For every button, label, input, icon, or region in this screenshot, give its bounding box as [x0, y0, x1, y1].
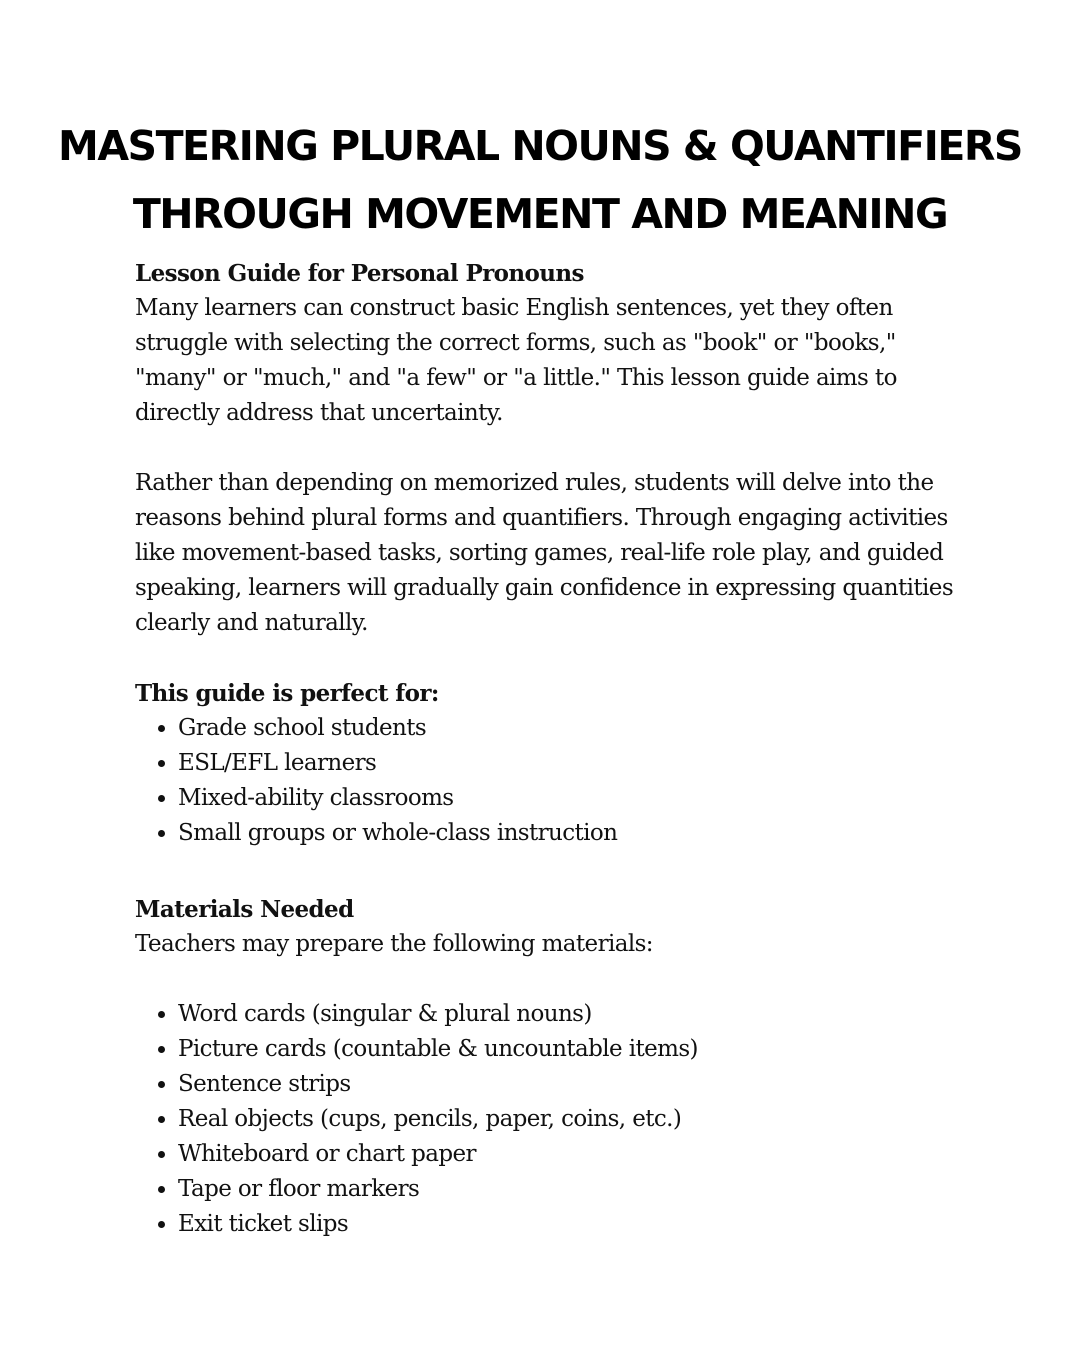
materials-list: [135, 997, 965, 1242]
page-title: [0, 112, 1080, 248]
list-item: • Sentence strips: [178, 1067, 965, 1102]
list-item: • Mixed-ability classrooms: [178, 781, 965, 816]
title-line-1: MASTERING PLURAL NOUNS & QUANTIFIERS: [58, 122, 1022, 170]
list-item: • Tape or floor markers: [178, 1172, 965, 1207]
document-body: [135, 256, 965, 1242]
list-item: • Real objects (cups, pencils, paper, coins, etc.): [178, 1102, 965, 1137]
list-item: • Word cards (singular & plural nouns): [178, 997, 965, 1032]
list-item: • Exit ticket slips: [178, 1207, 965, 1242]
second-paragraph: Rather than depending on memorized rules, students will delve into the reasons behind plural forms and quantifiers. Through engaging activities like movement-based tasks, sorting games, real-life role play, and guided speaking, learners will gradually gain confidence in expressing quantities clearly and naturally.: [135, 470, 954, 636]
materials-intro: Teachers may prepare the following materials:: [135, 931, 653, 957]
intro-paragraph: Many learners can construct basic English sentences, yet they often struggle with selecting the correct forms, such as "book" or "books," "many" or "much," and "a few" or "a little." This lesson guide aims to directly address that uncertainty.: [135, 295, 897, 426]
list-item: • Whiteboard or chart paper: [178, 1137, 965, 1172]
list-item: • Picture cards (countable & uncountable items): [178, 1032, 965, 1067]
intro-heading: Lesson Guide for Personal Pronouns: [135, 260, 584, 287]
title-line-2: THROUGH MOVEMENT AND MEANING: [132, 190, 948, 238]
list-item: • Small groups or whole-class instruction: [178, 816, 965, 851]
audience-heading: This guide is perfect for:: [135, 680, 439, 707]
materials-heading: Materials Needed: [135, 896, 354, 923]
list-item: • ESL/EFL learners: [178, 746, 965, 781]
list-item: • Grade school students: [178, 711, 965, 746]
audience-list: [135, 711, 965, 851]
